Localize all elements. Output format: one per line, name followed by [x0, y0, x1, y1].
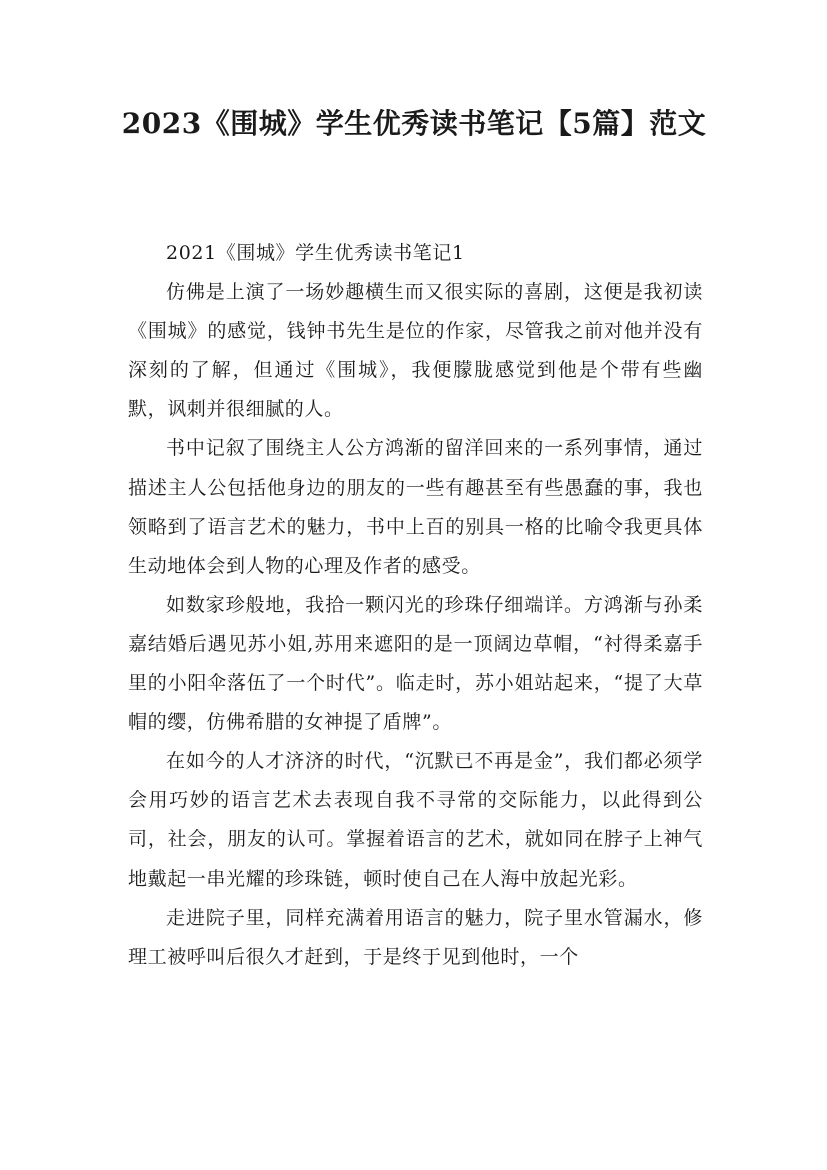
paragraph-5: 走进院子里，同样充满着用语言的魅力，院子里水管漏水，修理工被呼叫后很久才赶到，于是终于见到他时，一个: [128, 906, 703, 968]
document-body: [128, 234, 703, 977]
paragraph-1: 仿佛是上演了一场妙趣横生而又很实际的喜剧，这便是我初读《围城》的感觉，钱钟书先生是位的作家，尽管我之前对他并没有深刻的了解，但通过《围城》，我便朦胧感觉到他是个带有些幽默，讽刺并很细腻的人。: [128, 281, 703, 421]
paragraph-2: 书中记叙了围绕主人公方鸿渐的留洋回来的一系列事情，通过描述主人公包括他身边的朋友的一些有趣甚至有些愚蠢的事，我也领略到了语言艺术的魅力，书中上百的别具一格的比喻令我更具体生动地体会到人物的心理及作者的感受。: [128, 437, 703, 577]
paragraph-4: 在如今的人才济济的时代，“沉默已不再是金”，我们都必须学会用巧妙的语言艺术去表现自我不寻常的交际能力，以此得到公司，社会，朋友的认可。掌握着语言的艺术，就如同在脖子上神气地戴起一串光耀的珍珠链，顿时使自己在人海中放起光彩。: [128, 750, 703, 890]
section-subtitle: 2021《围城》学生优秀读书笔记1: [166, 242, 465, 264]
paragraph-3: 如数家珍般地，我拾一颗闪光的珍珠仔细端详。方鸿渐与孙柔嘉结婚后遇见苏小姐,苏用来遮阳的是一顶阔边草帽，“衬得柔嘉手里的小阳伞落伍了一个时代”。临走时，苏小姐站起来，“提了大草帽的缨，仿佛希腊的女神提了盾牌”。: [128, 593, 703, 734]
document-title: 2023《围城》学生优秀读书笔记【5篇】范文: [121, 107, 707, 140]
